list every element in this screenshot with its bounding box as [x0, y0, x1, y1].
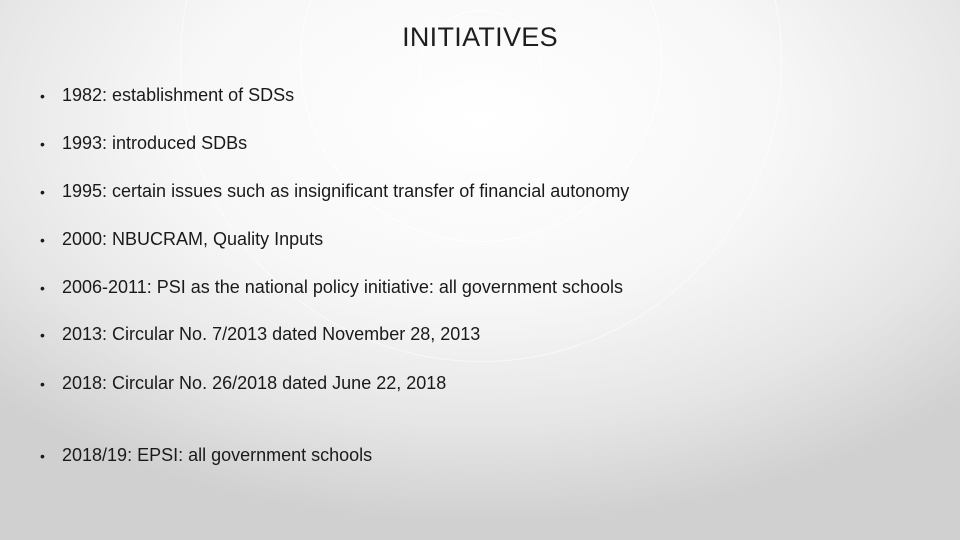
bullet-item [40, 372, 446, 395]
bullet-text: 1993: introduced SDBs [62, 133, 248, 153]
bullet-text: 2000: NBUCRAM, Quality Inputs [62, 229, 324, 249]
bullet-marker: • [40, 88, 45, 104]
bullet-text: 1995: certain issues such as insignificant transfer of financial autonomy [62, 181, 630, 201]
bullet-item [40, 444, 372, 467]
bullet-marker: • [40, 136, 45, 152]
bullet-item [40, 132, 247, 155]
bullet-item [40, 180, 629, 203]
bullet-marker: • [40, 327, 45, 343]
bullet-item [40, 276, 623, 299]
bullet-text: 2018: Circular No. 26/2018 dated June 22, 2018 [62, 373, 447, 393]
bullet-item [40, 228, 323, 251]
bullet-marker: • [40, 232, 45, 248]
bullet-marker: • [40, 280, 45, 296]
bullet-item [40, 84, 294, 107]
bullet-text: 2013: Circular No. 7/2013 dated November 28, 2013 [62, 324, 481, 344]
bullet-text: 1982: establishment of SDSs [62, 85, 295, 105]
bullet-marker: • [40, 448, 45, 464]
slide-title: INITIATIVES [402, 22, 558, 52]
bullet-item [40, 323, 480, 346]
bullet-marker: • [40, 376, 45, 392]
decorative-dot [478, 98, 481, 101]
bullet-text: 2006-2011: PSI as the national policy initiative: all government schools [62, 277, 623, 297]
bullet-marker: • [40, 184, 45, 200]
bullet-text: 2018/19: EPSI: all government schools [62, 445, 373, 465]
